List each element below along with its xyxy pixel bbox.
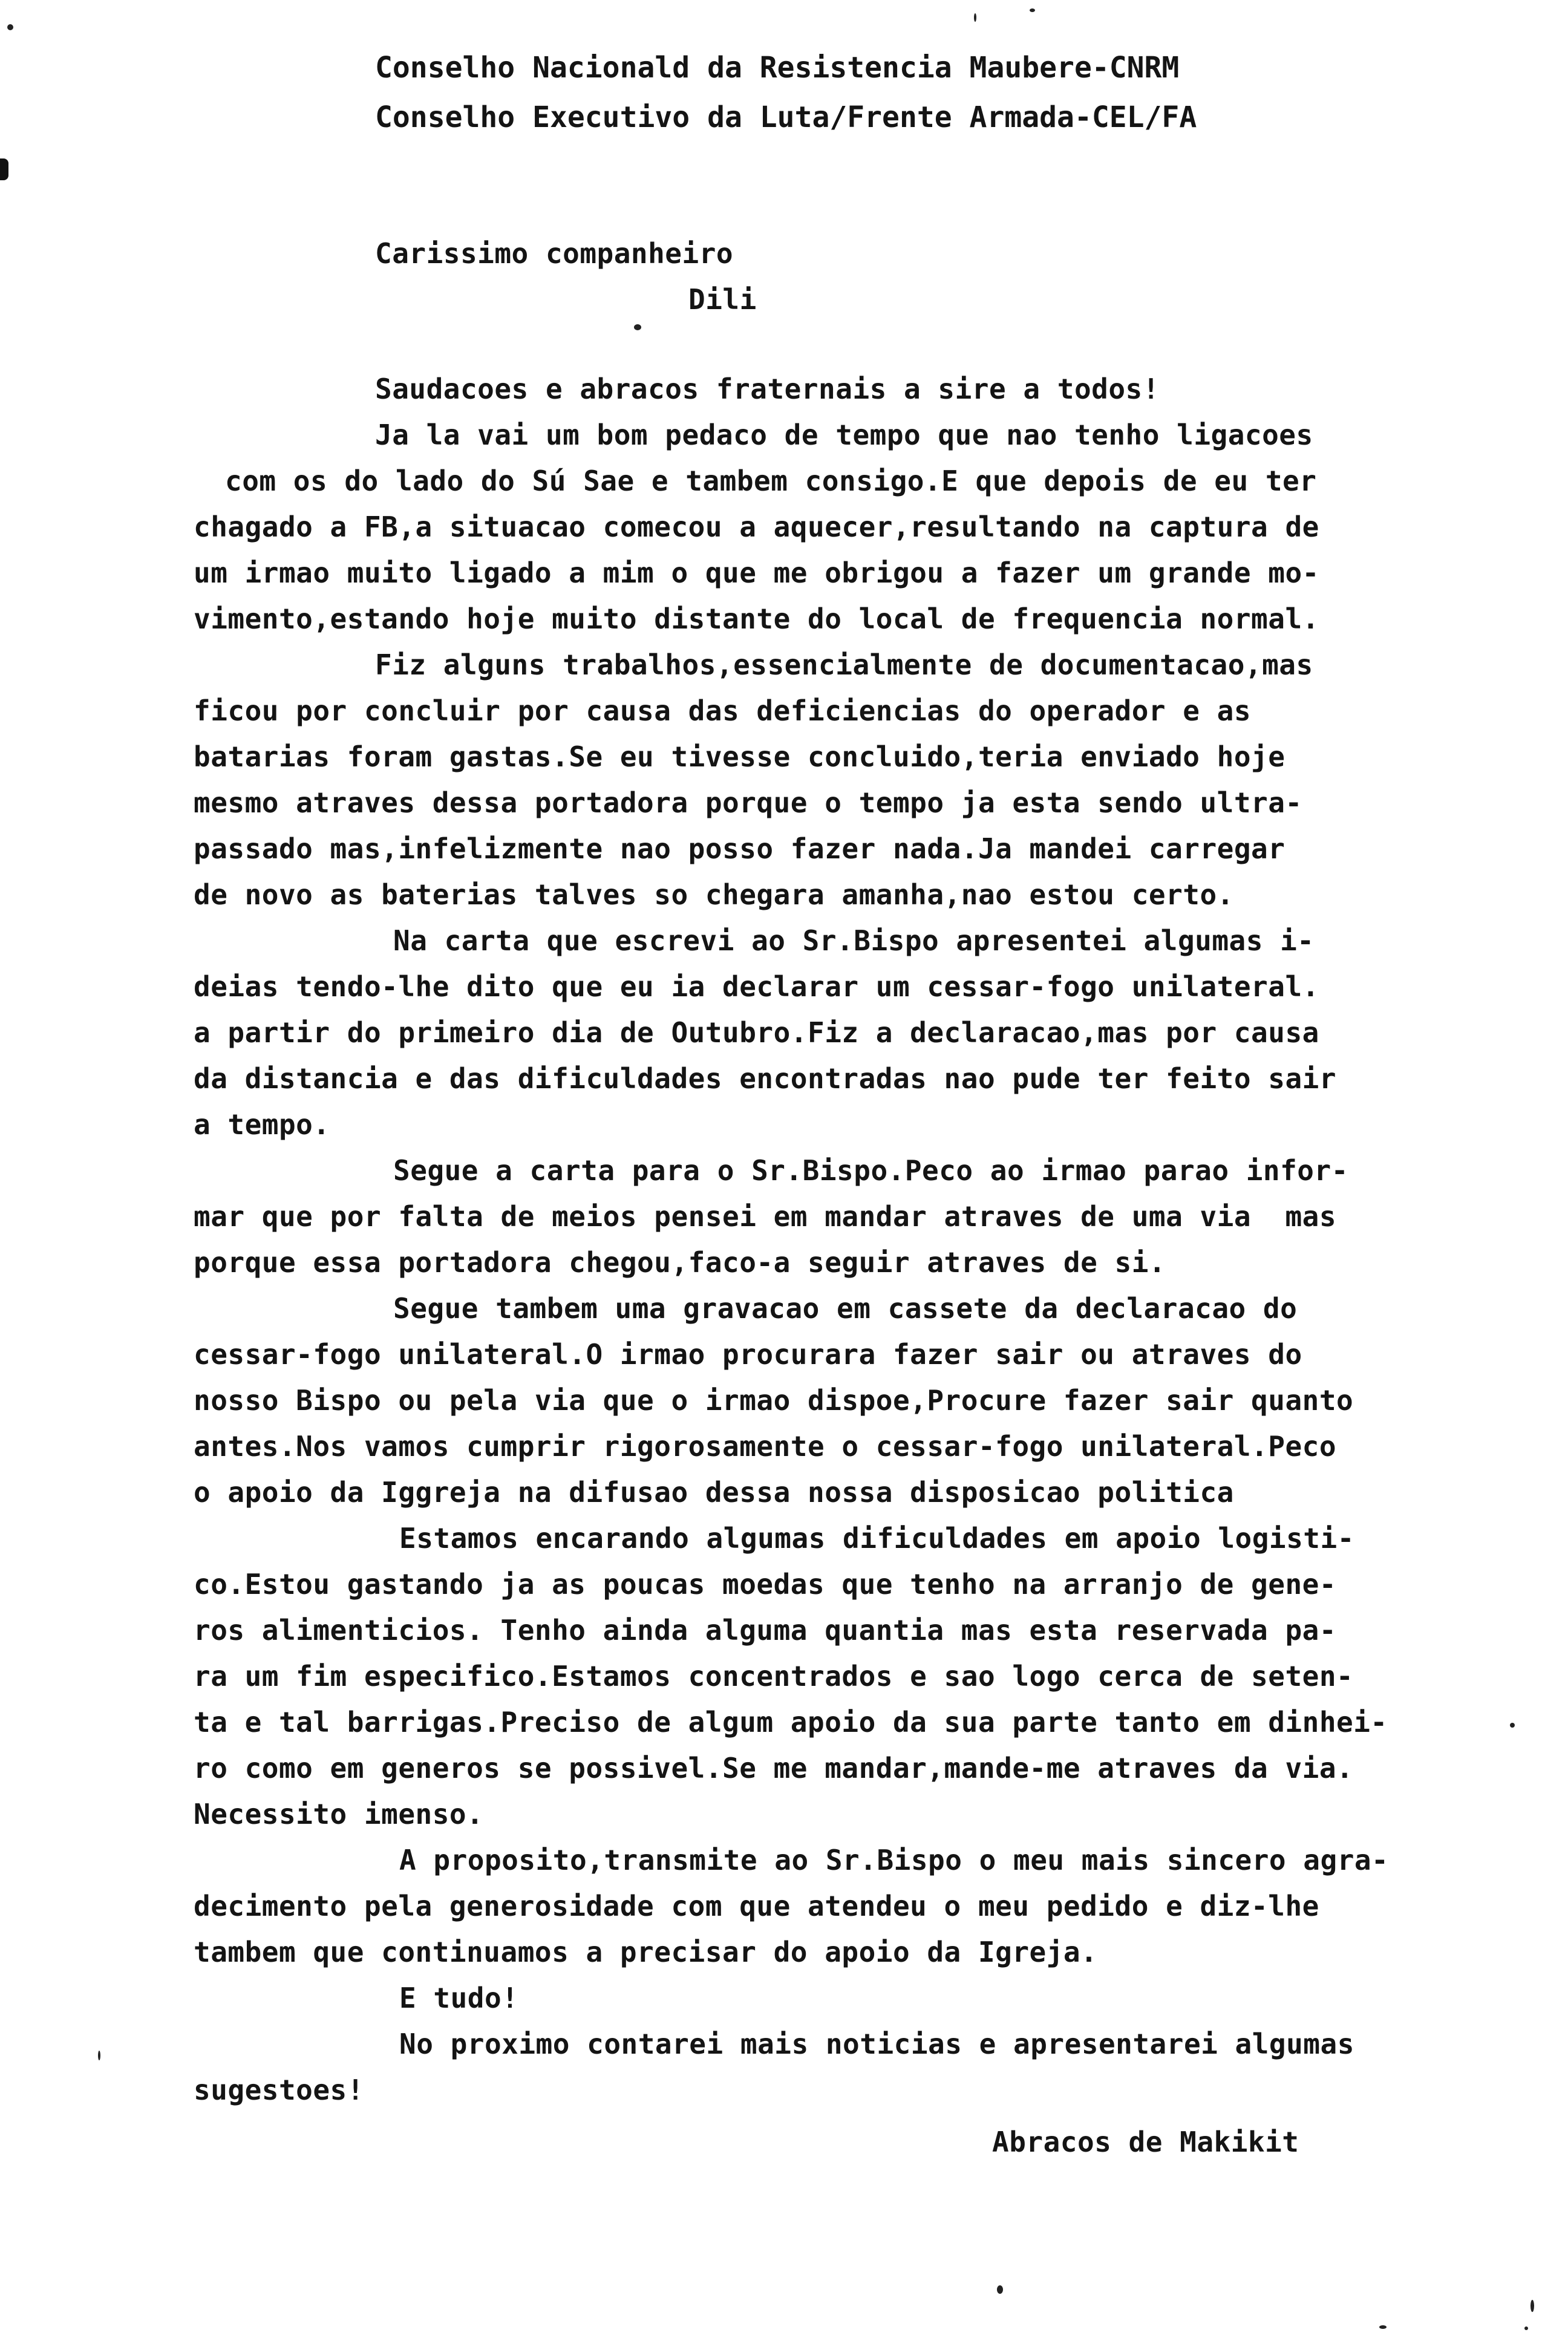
body-line: de novo as baterias talves so chegara amanha,nao estou certo. (194, 878, 1234, 911)
body-line: Estamos encarando algumas dificuldades em apoio logisti- (399, 1522, 1354, 1555)
body-line: antes.Nos vamos cumprir rigorosamente o cessar-fogo unilateral.Peco (194, 1430, 1337, 1463)
closing-signature: Abracos de Makikit (992, 2126, 1299, 2158)
scan-speck (1030, 8, 1035, 12)
body-line: Na carta que escrevi ao Sr.Bispo apresentei algumas i- (393, 924, 1315, 957)
body-line: nosso Bispo ou pela via que o irmao dispoe,Procure fazer sair quanto (194, 1384, 1354, 1417)
salutation-place: Dili (688, 283, 757, 316)
body-line: Fiz alguns trabalhos,essencialmente de documentacao,mas (375, 648, 1313, 681)
body-line: o apoio da Iggreja na difusao dessa nossa disposicao politica (194, 1476, 1234, 1509)
body-line: No proximo contarei mais noticias e apresentarei algumas (399, 2028, 1354, 2060)
body-line: decimento pela generosidade com que atendeu o meu pedido e diz-lhe (194, 1890, 1319, 1922)
scan-speck (1510, 1723, 1515, 1728)
body-line: Saudacoes e abracos fraternais a sire a todos! (375, 373, 1160, 405)
salutation-addressee: Carissimo companheiro (375, 237, 734, 270)
scan-speck (98, 2051, 100, 2060)
body-line: E tudo! (399, 1982, 519, 2014)
body-line: ra um fim especifico.Estamos concentrados e sao logo cerca de seten- (194, 1660, 1354, 1693)
header-organization: Conselho Nacionald da Resistencia Maubere-CNRM (375, 51, 1180, 85)
body-line: Ja la vai um bom pedaco de tempo que nao tenho ligacoes (375, 419, 1313, 451)
body-line: chagado a FB,a situacao comecou a aquecer,resultando na captura de (194, 511, 1319, 543)
scan-speck (1379, 2325, 1387, 2329)
scan-speck (1530, 2300, 1534, 2312)
body-line: ta e tal barrigas.Preciso de algum apoio da sua parte tanto em dinhei- (194, 1706, 1388, 1739)
body-line: tambem que continuamos a precisar do apoio da Igreja. (194, 1936, 1098, 1968)
body-line: a partir do primeiro dia de Outubro.Fiz a declaracao,mas por causa (194, 1016, 1319, 1049)
body-line: da distancia e das dificuldades encontradas nao pude ter feito sair (194, 1062, 1337, 1095)
body-line: cessar-fogo unilateral.O irmao procurara fazer sair ou atraves do (194, 1338, 1302, 1371)
body-line: com os do lado do Sú Sae e tambem consigo.E que depois de eu ter (225, 465, 1317, 497)
body-line: mesmo atraves dessa portadora porque o tempo ja esta sendo ultra- (194, 786, 1302, 819)
body-line: ro como em generos se possivel.Se me mandar,mande-me atraves da via. (194, 1752, 1354, 1784)
scan-speck (634, 324, 641, 330)
header-council: Conselho Executivo da Luta/Frente Armada-CEL/FA (375, 100, 1197, 134)
body-line: mar que por falta de meios pensei em mandar atraves de uma via mas (194, 1200, 1337, 1233)
scan-speck (974, 13, 976, 22)
scan-speck (997, 2285, 1003, 2294)
body-line: porque essa portadora chegou,faco-a seguir atraves de si. (194, 1246, 1166, 1279)
scan-speck (1524, 2326, 1528, 2330)
body-line: co.Estou gastando ja as poucas moedas que tenho na arranjo de gene- (194, 1568, 1337, 1601)
body-line: ros alimenticios. Tenho ainda alguma quantia mas esta reservada pa- (194, 1614, 1337, 1647)
body-line: Necessito imenso. (194, 1798, 484, 1830)
body-line: sugestoes! (194, 2074, 364, 2106)
body-line: deias tendo-lhe dito que eu ia declarar um cessar-fogo unilateral. (194, 970, 1319, 1003)
scan-speck (7, 24, 13, 30)
body-line: um irmao muito ligado a mim o que me obrigou a fazer um grande mo- (194, 557, 1319, 589)
body-line: a tempo. (194, 1108, 330, 1141)
body-line: A proposito,transmite ao Sr.Bispo o meu mais sincero agra- (399, 1844, 1389, 1876)
body-line: batarias foram gastas.Se eu tivesse concluido,teria enviado hoje (194, 740, 1285, 773)
scan-edge-mark (0, 158, 8, 180)
body-line: ficou por concluir por causa das deficiencias do operador e as (194, 694, 1252, 727)
body-line: Segue a carta para o Sr.Bispo.Peco ao irmao parao infor- (393, 1154, 1348, 1187)
body-line: passado mas,infelizmente nao posso fazer nada.Ja mandei carregar (194, 832, 1285, 865)
body-line: vimento,estando hoje muito distante do local de frequencia normal. (194, 602, 1319, 635)
body-line: Segue tambem uma gravacao em cassete da declaracao do (393, 1292, 1298, 1325)
